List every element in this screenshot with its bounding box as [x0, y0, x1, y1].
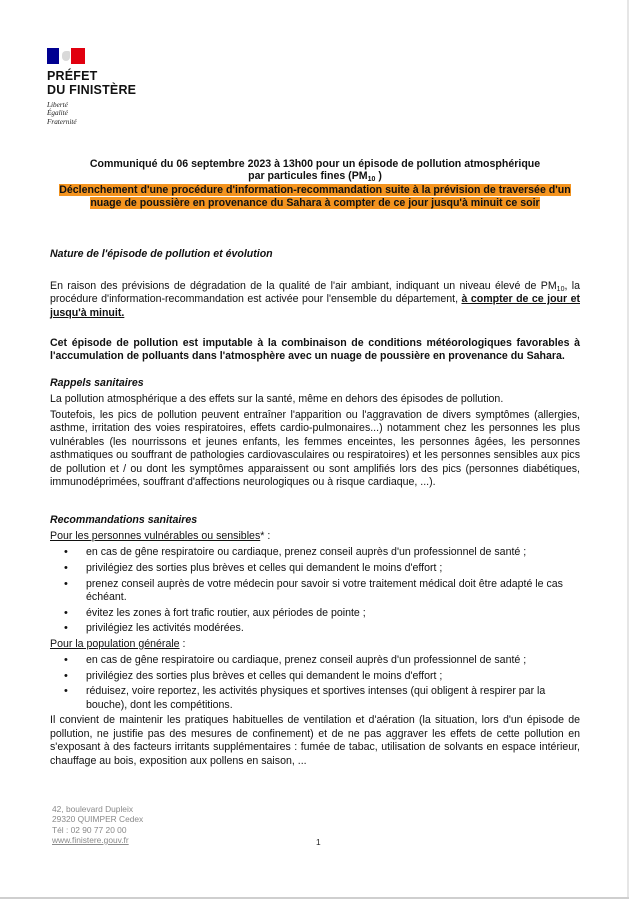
- logo-title: [47, 69, 197, 97]
- logo-motto: [47, 101, 197, 126]
- general-heading: Pour la population générale :: [50, 637, 186, 650]
- vulnerable-list: [50, 546, 580, 635]
- footer-address-line1: 42, boulevard Dupleix: [52, 804, 134, 814]
- page-number: 1: [316, 837, 321, 847]
- list-item: • en cas de gêne respiratoire ou cardiaque, prenez conseil auprès d'un professionnel de santé ;: [50, 546, 580, 559]
- list-item: • privilégiez des sorties plus brèves et celles qui demandent le moins d'effort ;: [50, 562, 580, 575]
- rappels-paragraph-2: Toutefois, les pics de pollution peuvent entraîner l'apparition ou l'aggravation de divers symptômes (allergies, asthme, irritation des voies respiratoires, effets cardio-pulmonaires...) notamment chez les personnes les plus vulnérables (les nourrissons et jeunes enfants, les femmes enceintes, les personnes âgées, les personnes asthmatiques ou souffrant de pathologies cardiovasculaires ou respiratoires) et les personnes sensibles aux pics de pollution et / ou dont les symptômes apparaissent ou sont amplifiés lors des pics (personnes diabétiques, immunodéprimées, souffrant d'affections neurologiques ou à risque cardiaque, ...).: [50, 409, 580, 489]
- nature-emphasis: à compter de ce jour et jusqu'à minuit.: [50, 293, 580, 319]
- section-title-rappels: Rappels sanitaires: [50, 377, 144, 389]
- section-title-recommandations: Recommandations sanitaires: [50, 514, 198, 526]
- list-item: • prenez conseil auprès de votre médecin pour savoir si votre traitement médical doit être adapté le cas échéant.: [50, 578, 580, 605]
- marianne-flag-icon: [47, 48, 85, 64]
- general-list: [50, 654, 580, 712]
- recommandations-block: [50, 530, 580, 768]
- alert-line1: Déclenchement d'une procédure d'information-recommandation suite à la prévision de traversée d'un: [59, 184, 571, 196]
- footer-phone: Tél : 02 90 77 20 00: [52, 824, 127, 835]
- alert-line2: nuage de poussière en provenance du Sahara à compter de ce jour jusqu'à minuit ce soir: [90, 197, 540, 210]
- list-item: • privilégiez les activités modérées.: [50, 622, 580, 635]
- communique-line1: Communiqué du 06 septembre 2023 à 13h00 pour un épisode de pollution atmosphérique: [89, 158, 541, 170]
- logo-line2: DU FINISTÈRE: [47, 83, 137, 97]
- list-item: • réduisez, voire reportez, les activités physiques et sportives intenses (qui obligent à respirer par la bouche), dont les compétitions.: [50, 685, 580, 712]
- prefecture-logo: [47, 48, 197, 126]
- cause-paragraph: Cet épisode de pollution est imputable à la combinaison de conditions météorologiques favorables à l'accumulation de polluants dans l'atmosphère avec un nuage de poussière en provenance du Sahara.: [50, 337, 580, 363]
- footer-address: [52, 804, 143, 845]
- list-item: • évitez les zones à fort trafic routier, aux périodes de pointe ;: [50, 607, 580, 620]
- section-title-nature: Nature de l'épisode de pollution et évolution: [50, 248, 273, 260]
- list-item: • privilégiez des sorties plus brèves et celles qui demandent le moins d'effort ;: [50, 670, 580, 683]
- communique-title: [50, 158, 580, 182]
- motto-fraternite: Fraternité: [47, 117, 77, 126]
- logo-line1: PRÉFET: [47, 69, 98, 83]
- alert-highlight: [50, 184, 580, 211]
- list-item: • en cas de gêne respiratoire ou cardiaque, prenez conseil auprès d'un professionnel de santé ;: [50, 654, 580, 667]
- motto-liberte: Liberté: [47, 101, 68, 109]
- footer-address-line2: 29320 QUIMPER Cedex: [52, 814, 144, 825]
- communique-line2: par particules fines ($PM_{10}$ ): [248, 170, 382, 183]
- closing-paragraph: Il convient de maintenir les pratiques habituelles de ventilation et d'aération (la situation, lors d'un épisode de pollution, ne justifie pas des mesures de confinement) et de ne pas aggraver les effets de cette pollution en s'exposant à des facteurs irritants supplémentaires : fumée de tabac, utilisation de solvants en espace intérieur, chauffage au bois, exposition aux pollens en saison, ...: [50, 714, 580, 767]
- nature-paragraph: En raison des prévisions de dégradation de la qualité de l'air ambiant, indiquant un niveau élevé de $PM_{10}$, la procédure d'information-recommandation est activée pour l'ensemble du département, à compter de ce jour et jusqu'à minuit.: [50, 280, 580, 319]
- motto-egalite: Égalité: [47, 109, 68, 118]
- footer-website-link[interactable]: www.finistere.gouv.fr: [52, 834, 129, 845]
- rappels-paragraph-1: La pollution atmosphérique a des effets sur la santé, même en dehors des épisodes de pollution.: [50, 393, 504, 405]
- vulnerable-heading: Pour les personnes vulnérables ou sensibles* :: [50, 530, 271, 542]
